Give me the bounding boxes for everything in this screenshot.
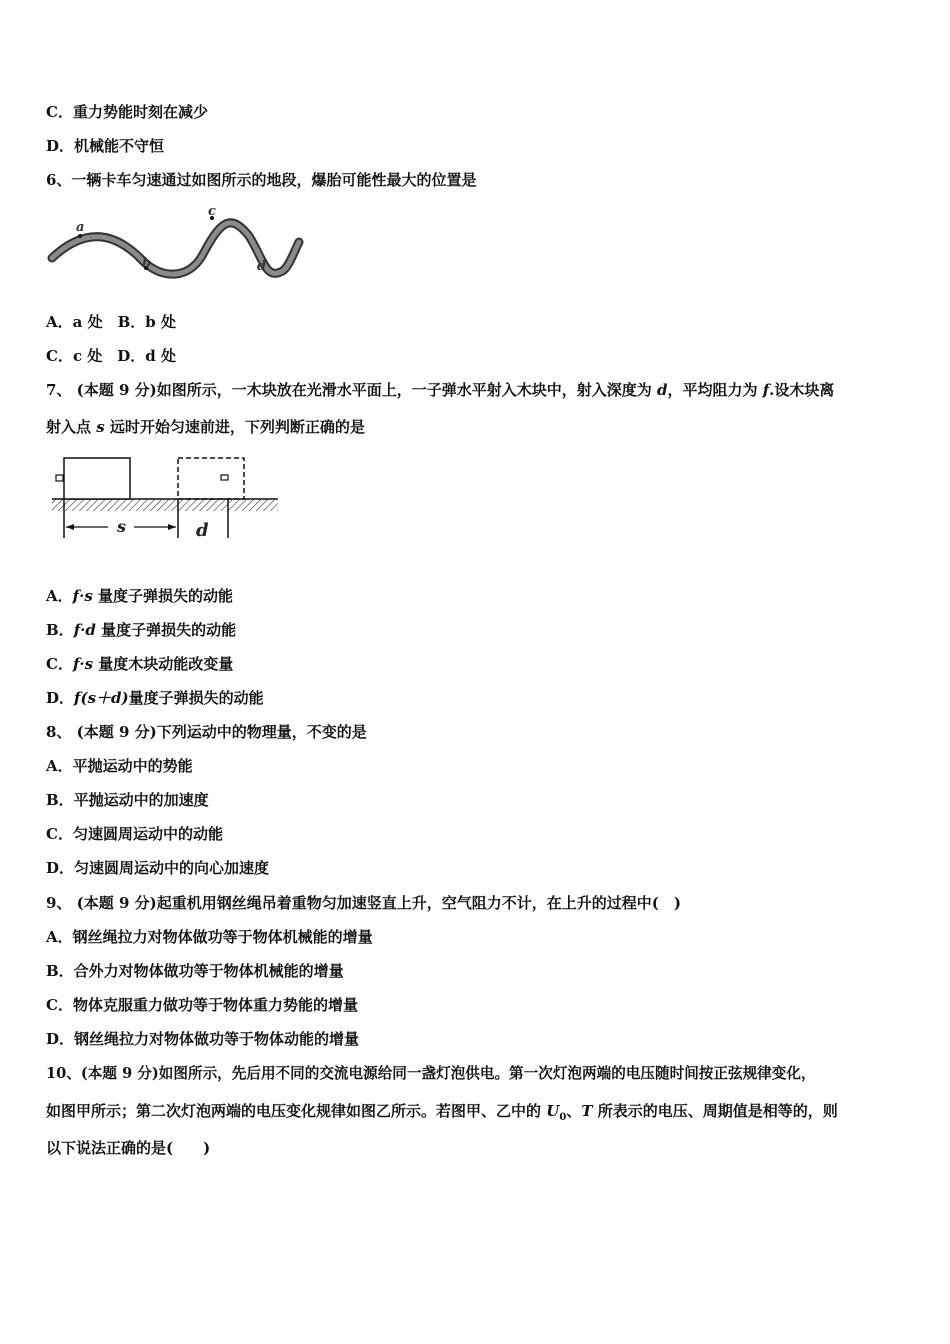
q10-stem-line3: 以下说法正确的是( ) [46, 1139, 211, 1157]
s-arrowhead-left [66, 524, 74, 530]
q8-option-b: B．平抛运动中的加速度 [46, 791, 209, 809]
label-d: d [257, 259, 267, 274]
bullet-final [221, 475, 228, 480]
label-a: a [76, 220, 85, 235]
q9-option-a: A．钢丝绳拉力对物体做功等于物体机械能的增量 [46, 928, 373, 946]
q10-stem-line2: 如图甲所示；第二次灯泡两端的电压变化规律如图乙所示。若图甲、乙中的 $U_0$、T 所表示的电压、周期值是相等的，则 [46, 1102, 838, 1123]
q6-options-cd: C．c 处 D．d 处 [46, 347, 177, 365]
label-d: d [196, 520, 209, 541]
q7-option-a: A．f·s 量度子弹损失的动能 [46, 587, 233, 605]
q8-option-d: D．匀速圆周运动中的向心加速度 [46, 859, 270, 877]
road-wave-figure [44, 200, 306, 292]
q9-option-d: D．钢丝绳拉力对物体做功等于物体动能的增量 [46, 1030, 360, 1048]
q8-option-c: C．匀速圆周运动中的动能 [46, 825, 223, 843]
q7-option-b: B．f·d 量度子弹损失的动能 [46, 621, 237, 639]
label-s: s [117, 517, 127, 536]
q7-stem-line2: 射入点 s 远时开始匀速前进，下列判断正确的是 [46, 418, 365, 436]
s-arrowhead-right [168, 524, 176, 530]
label-c: c [208, 204, 216, 219]
q9-option-c: C．物体克服重力做功等于物体重力势能的增量 [46, 996, 358, 1014]
q7-option-c: C．f·s 量度木块动能改变量 [46, 655, 234, 673]
block-final [178, 458, 244, 499]
ground-hatch [52, 499, 278, 511]
q8-stem: 8、 (本题 9 分)下列运动中的物理量，不变的是 [46, 723, 367, 741]
q6-options-ab: A．a 处 B．b 处 [46, 313, 176, 331]
q8-option-a: A．平抛运动中的势能 [46, 757, 193, 775]
q6-stem: 6、一辆卡车匀速通过如图所示的地段，爆胎可能性最大的位置是 [46, 171, 477, 189]
q5-option-d: D．机械能不守恒 [46, 137, 165, 155]
q7-option-d: D．f(s＋d)量度子弹损失的动能 [46, 689, 264, 707]
label-b: b [142, 256, 152, 271]
block-initial [64, 458, 130, 499]
q9-stem: 9、 (本题 9 分)起重机用钢丝绳吊着重物匀加速竖直上升，空气阻力不计，在上升的过程中( ) [46, 894, 681, 912]
q5-option-c: C．重力势能时刻在减少 [46, 103, 208, 121]
q10-stem-line1: 10、(本题 9 分)如图所示，先后用不同的交流电源给同一盏灯泡供电。第一次灯泡两端的电压随时间按正弦规律变化， [46, 1065, 816, 1082]
q9-option-b: B．合外力对物体做功等于物体机械能的增量 [46, 962, 344, 980]
bullet-initial [56, 475, 63, 481]
q7-stem-line1: 7、 (本题 9 分)如图所示，一木块放在光滑水平面上，一子弹水平射入木块中，射入深度为 d，平均阻力为 f.设木块离 [46, 381, 835, 399]
bullet-block-figure [46, 452, 282, 544]
